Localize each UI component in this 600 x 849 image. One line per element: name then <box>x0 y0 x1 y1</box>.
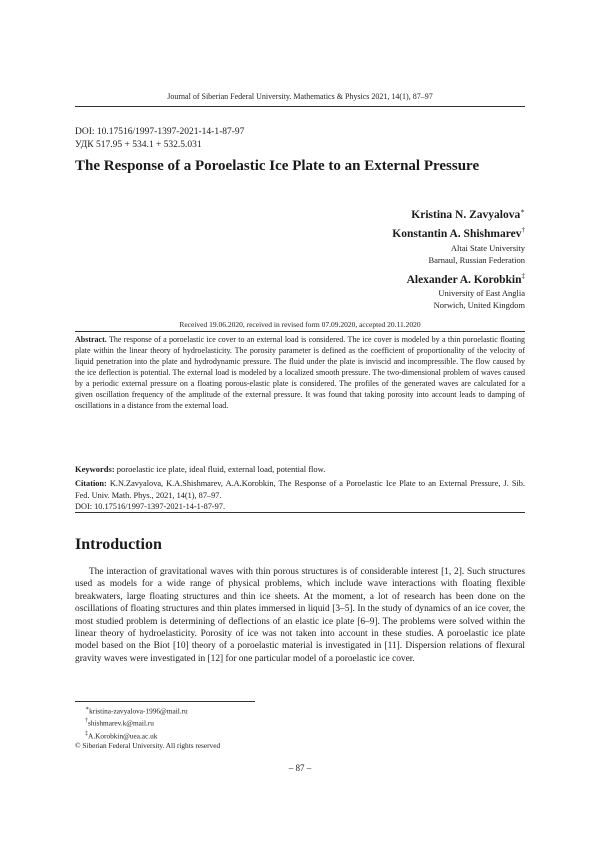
abstract <box>75 334 525 411</box>
abstract-bottom-rule <box>75 512 525 513</box>
author-name: Kristina N. Zavyalova∗ <box>411 207 525 221</box>
abstract-text: The response of a poroelastic ice cover to an external load is considered. The ice cover is modeled by a thin poroelastic floating plate within the linear theory of hydroelasticity. The porosity parameter is defined as the coefficient of proportionality of the velocity of liquid penetration into the plate and hydrodynamic pressure. The fluid under the plate is inviscid and incompressible. The flow caused by the ice deflection is potential. The external load is modeled by a localized smooth pressure. The two-dimensional problem of waves caused by a periodic external pressure on a floating porous-elastic plate is considered. The profiles of the generated waves are calculated for a given oscillation frequency of the amplitude of the external pressure. It was found that taking porosity into account leads to damping of oscillations in a distance from the external load. <box>75 335 525 410</box>
affiliation: University of East Anglia <box>438 288 525 299</box>
running-head: Journal of Siberian Federal University. Mathematics & Physics 2021, 14(1), 87–97 <box>167 92 433 101</box>
footnotes <box>75 704 220 751</box>
keywords-label: Keywords: <box>75 464 115 474</box>
footnote: †shishmarev.k@mail.ru <box>85 718 154 728</box>
article-meta <box>75 126 244 152</box>
paper-title: The Response of a Poroelastic Ice Plate to an External Pressure <box>75 158 480 174</box>
footnote: ∗kristina-zavyalova-1996@mail.ru <box>85 706 188 716</box>
author-name: Konstantin A. Shishmarev† <box>392 225 525 240</box>
keywords <box>75 464 525 475</box>
footnote: ‡A.Korobkin@uea.ac.uk <box>85 730 158 741</box>
abstract-top-rule <box>75 331 525 332</box>
author-block <box>392 204 525 311</box>
abstract-label: Abstract. <box>75 335 107 344</box>
body-paragraph: The interaction of gravitational waves with thin porous structures is of considerable interest [1, 2]. Such structures used as models for a wide range of physical problems, which include wave interactions with floating flexible breakwaters, large floating structures and thin ice sheets. At the moment, a lot of research has been done on the oscillations of floating structures and thin plates immersed in liquid [3–5]. In the study of dynamics of an ice cover, the most studied problem is determining of deflections of an elastic ice plate [6–9]. The problems were solved within the linear theory of hydroelasticity. Porosity of ice was not taken into account in these studies. A poroelastic ice plate model based on the Biot [10] theory of a poroelastic material is investigated in [11]. Dispersion relations of flexural gravity waves were investigated in [12] for one particular model of a poroelastic ice cover. <box>75 567 525 664</box>
footnote-rule <box>75 701 255 702</box>
keywords-text: poroelastic ice plate, ideal fluid, external load, potential flow. <box>116 464 326 474</box>
section-heading: Introduction <box>75 536 162 553</box>
affiliation-location: Norwich, United Kingdom <box>433 300 525 311</box>
header-rule <box>75 106 525 107</box>
citation <box>75 478 525 513</box>
udc-line: УДК 517.95 + 534.1 + 532.5.031 <box>75 140 202 150</box>
citation-doi: DOI: 10.17516/1997-1397-2021-14-1-87-97. <box>75 502 226 511</box>
received-dates: Received 19.06.2020, received in revised form 07.09.2020, accepted 20.11.2020 <box>179 320 421 329</box>
affiliation-location: Barnaul, Russian Federation <box>428 254 525 265</box>
citation-label: Citation: <box>75 479 107 488</box>
copyright-notice: © Siberian Federal University. All rights reserved <box>75 741 221 751</box>
doi-line: DOI: 10.17516/1997-1397-2021-14-1-87-97 <box>75 127 245 137</box>
author-name: Alexander A. Korobkin‡ <box>406 271 525 286</box>
citation-text: K.N.Zavyalova, K.A.Shishmarev, A.A.Korobkin, The Response of a Poroelastic Ice Plate to an External Pressure, J. Sib. Fed. Univ. Math. Phys., 2021, 14(1), 87–97. <box>75 479 525 500</box>
affiliation: Altai State University <box>450 242 525 253</box>
page-number: – 87 – <box>288 763 312 773</box>
